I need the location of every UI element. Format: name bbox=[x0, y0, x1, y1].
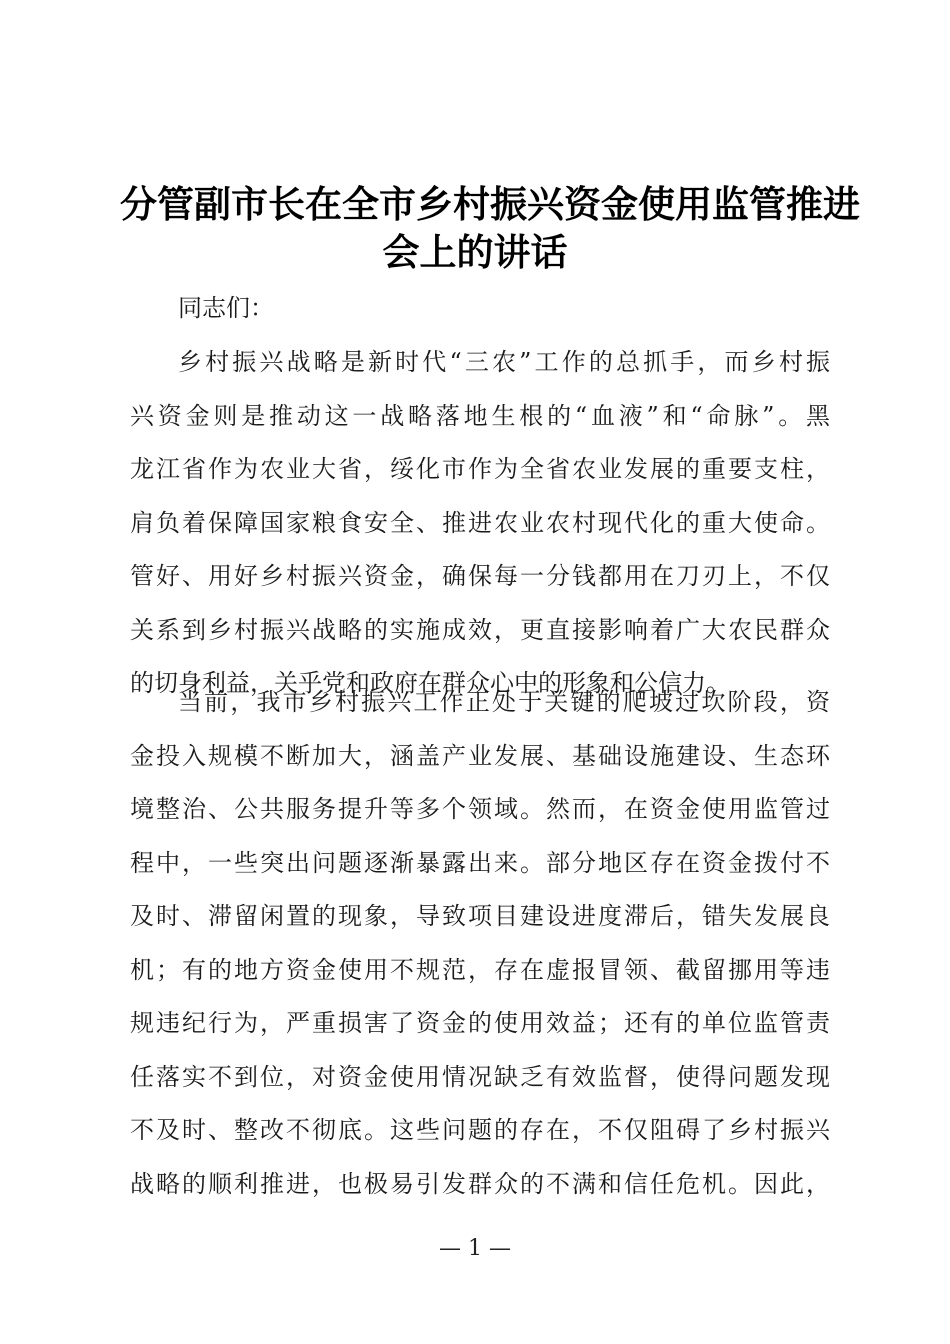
paragraph-line: 境整治、公共服务提升等多个领域。然而，在资金使用监管过 bbox=[130, 795, 830, 823]
paragraph-line: 肩负着保障国家粮食安全、推进农业农村现代化的重大使命。 bbox=[130, 508, 830, 537]
page-number: — 1 — bbox=[439, 1236, 511, 1261]
paragraph-line: 及时、滞留闲置的现象，导致项目建设进度滞后，错失发展良 bbox=[130, 902, 830, 930]
paragraph-line: 兴资金则是推动这一战略落地生根的“血液”和“命脉”。黑 bbox=[130, 401, 830, 430]
salutation: 同志们： bbox=[178, 294, 274, 322]
paragraph-1 bbox=[130, 336, 830, 711]
paragraph-line: 乡村振兴战略是新时代“三农”工作的总抓手，而乡村振 bbox=[178, 348, 830, 376]
paragraph-line: 不及时、整改不彻底。这些问题的存在，不仅阻碍了乡村振兴 bbox=[130, 1116, 830, 1144]
paragraph-line: 龙江省作为农业大省，绥化市作为全省农业发展的重要支柱， bbox=[130, 455, 830, 483]
document-title-line-1: 分管副市长在全市乡村振兴资金使用监管推进 bbox=[120, 182, 860, 226]
paragraph-line: 的切身利益，关乎党和政府在群众心中的形象和公信力。 bbox=[130, 669, 730, 697]
paragraph-line: 战略的顺利推进，也极易引发群众的不满和信任危机。因此， bbox=[130, 1169, 830, 1198]
paragraph-line: 管好、用好乡村振兴资金，确保每一分钱都用在刀刃上，不仅 bbox=[130, 562, 830, 590]
paragraph-line: 当前，我市乡村振兴工作正处于关键的爬坡过坎阶段，资 bbox=[178, 688, 830, 716]
document-title-line-2: 会上的讲话 bbox=[382, 230, 568, 274]
paragraph-line: 关系到乡村振兴战略的实施成效，更直接影响着广大农民群众 bbox=[130, 615, 830, 644]
paragraph-line: 规违纪行为，严重损害了资金的使用效益；还有的单位监管责 bbox=[130, 1009, 830, 1037]
paragraph-line: 程中，一些突出问题逐渐暴露出来。部分地区存在资金拨付不 bbox=[130, 848, 830, 877]
paragraph-line: 金投入规模不断加大，涵盖产业发展、基础设施建设、生态环 bbox=[130, 741, 830, 770]
paragraph-line: 任落实不到位，对资金使用情况缺乏有效监督，使得问题发现 bbox=[130, 1062, 830, 1091]
paragraph-2 bbox=[130, 676, 830, 1211]
paragraph-line: 机；有的地方资金使用不规范，存在虚报冒领、截留挪用等违 bbox=[130, 955, 830, 984]
